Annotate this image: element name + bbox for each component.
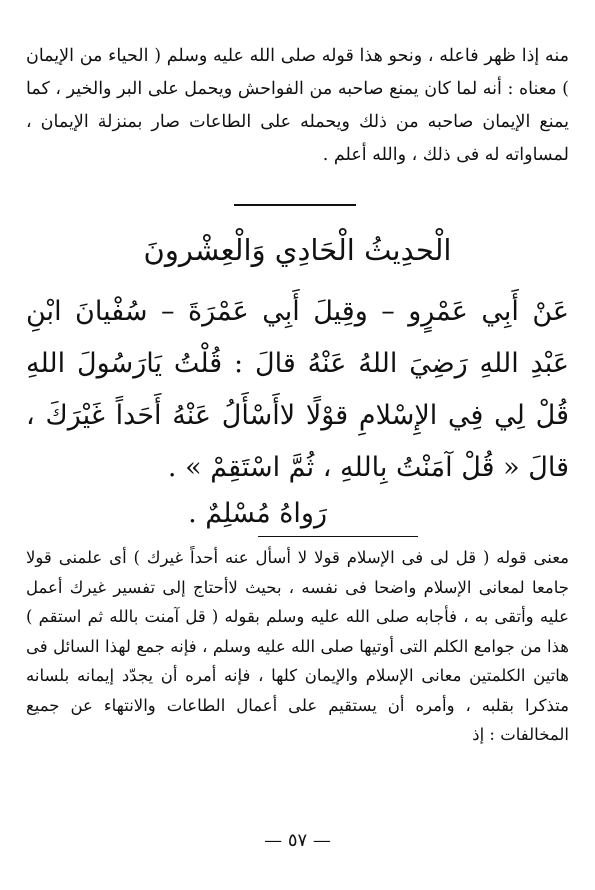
commentary-block xyxy=(26,543,569,750)
commentary-text: معنى قوله ( قل لى فى الإسلام قولا لا أسأل عنه أحداً غيرك ) أى علمنى قولا جامعا لمعانى الإسلام واضحا فى نفسه ، بحيث لاأحتاج إلى تفسير غيرك أعمل عليه وأتقى به ، فأجابه صلى الله عليه وسلم بقوله ( قل آمنت بالله ثم استقم ) هذا من جوامع الكلم التى أوتيها صلى الله عليه وسلم ، فإنه جمع لهذا السائل فى هاتين الكلمتين معانى الإسلام والإيمان كلها ، فإنه أمره أن يجدّد إيمانه بلسانه متذكرا بقلبه ، وأمره أن يستقيم على أعمال الطاعات والانتهاء عن جميع المخالفات : إذ xyxy=(26,548,569,744)
footnote-divider xyxy=(258,536,418,537)
section-divider xyxy=(234,204,356,206)
hadith-text: عَنْ أَبِي عَمْرٍو – وقِيلَ أَبِي عَمْرَةَ – سُفْيانَ ابْنِ عَبْدِ اللهِ رَضِيَ اللهُ عَنْهُ قالَ : قُلْتُ يَارَسُولَ اللهِ قُلْ لِي فِي الإِسْلامِ قوْلًا لاأَسْأَلُ عَنْهُ أَحَداً غَيْرَكَ ، قالَ « قُلْ آمَنْتُ بِاللهِ ، ثُمَّ اسْتَقِمْ » . xyxy=(26,296,569,483)
hadith-source: رَواهُ مُسْلِمٌ . xyxy=(188,498,327,529)
hadith-text-block xyxy=(26,286,569,494)
hadith-title: الْحدِيثُ الْحَادِي وَالْعِشْرونَ xyxy=(143,233,452,267)
intro-text: منه إذا ظهر فاعله ، ونحو هذا قوله صلى الله عليه وسلم ( الحياء من الإيمان ) معناه : أنه لما كان يمنع صاحبه من الفواحش ويحمل على البر والخير ، كما يمنع الإيمان صاحبه من ذلك ويحمله على الطاعات صار بمنزلة الإيمان ، لمساواته له فى ذلك ، والله أعلم . xyxy=(26,46,569,165)
intro-paragraph xyxy=(26,40,569,172)
page-number: — ٥٧ — xyxy=(264,830,331,851)
